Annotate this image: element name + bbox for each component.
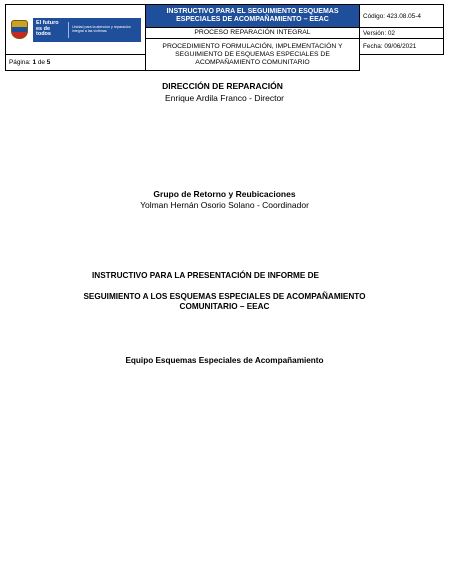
process-name: PROCESO REPARACIÓN INTEGRAL bbox=[146, 28, 360, 39]
document-date: Fecha: 09/06/2021 bbox=[360, 39, 444, 55]
logo-divider bbox=[68, 22, 69, 38]
document-title-line-1: INSTRUCTIVO PARA LA PRESENTACIÓN DE INFORME DE bbox=[92, 271, 319, 280]
brand-right-text: Unidad para la atención y reparación integral a las víctimas bbox=[72, 24, 131, 33]
procedure-name: PROCEDIMIENTO FORMULACIÓN, IMPLEMENTACIÓN Y SEGUIMIENTO DE ESQUEMAS ESPECIALES DE ACOMPAÑAMIENTO COMUNITARIO bbox=[146, 39, 360, 71]
page-of: de bbox=[37, 59, 45, 67]
document-code: Código: 423.08.05-4 bbox=[360, 5, 444, 28]
page-prefix: Página: bbox=[9, 59, 31, 67]
team-name: Equipo Esquemas Especiales de Acompañamiento bbox=[125, 356, 324, 365]
group-title: Grupo de Retorno y Reubicaciones bbox=[153, 189, 296, 199]
colombia-coat-of-arms-icon bbox=[11, 20, 28, 39]
institution-logo-banner bbox=[33, 18, 141, 42]
brand-left-text: El futuro es de todos bbox=[36, 19, 59, 38]
document-version: Versión: 02 bbox=[360, 28, 444, 39]
page-current: 1 bbox=[32, 59, 37, 67]
document-title-line-3: COMUNITARIO – EEAC bbox=[179, 302, 270, 311]
page-total: 5 bbox=[46, 59, 51, 67]
logo-cell bbox=[6, 5, 146, 55]
direction-title: DIRECCIÓN DE REPARACIÓN bbox=[162, 81, 283, 91]
direction-person: Enrique Ardila Franco - Director bbox=[164, 93, 285, 103]
document-title: INSTRUCTIVO PARA EL SEGUIMIENTO ESQUEMAS ESPECIALES DE ACOMPAÑAMIENTO – EEAC bbox=[146, 5, 360, 28]
group-person: Yolman Hernán Osorio Solano - Coordinador bbox=[140, 200, 309, 210]
page-number bbox=[6, 55, 146, 71]
document-header-table bbox=[5, 4, 444, 71]
document-title-line-2: SEGUIMIENTO A LOS ESQUEMAS ESPECIALES DE ACOMPAÑAMIENTO bbox=[83, 292, 366, 301]
